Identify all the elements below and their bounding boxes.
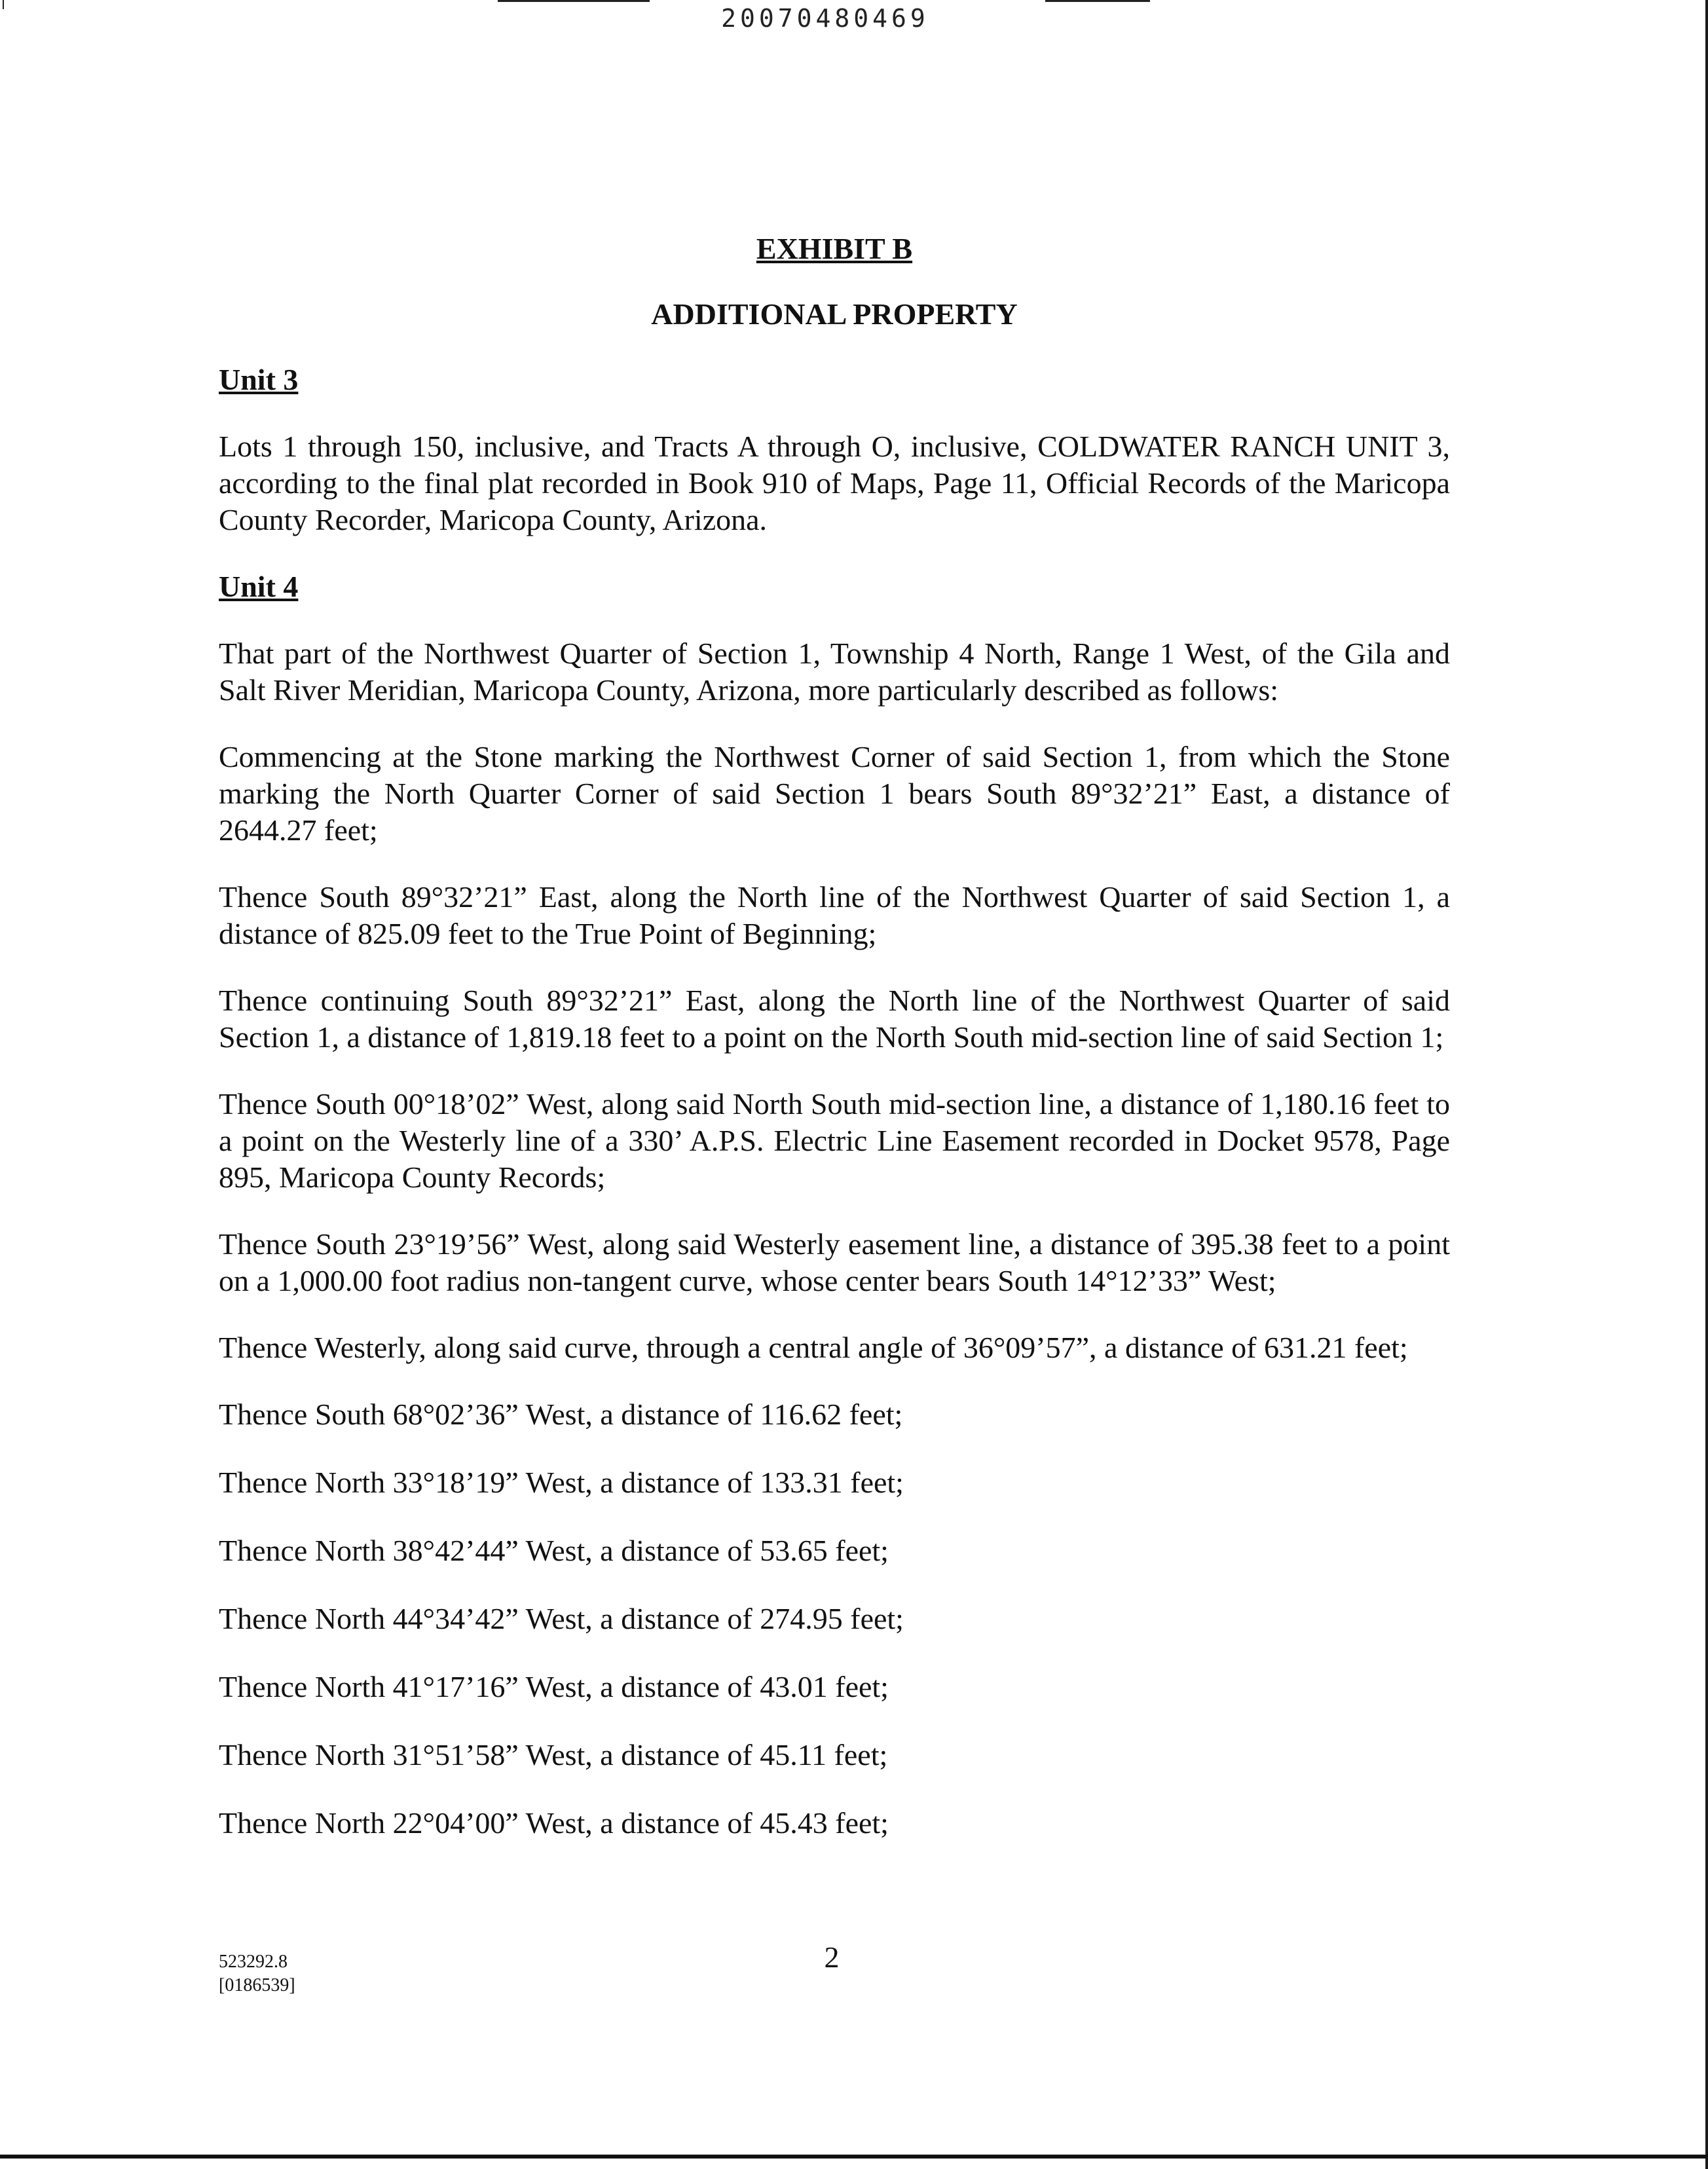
unit3-paragraph: Lots 1 through 150, inclusive, and Tracts A through O, inclusive, COLDWATER RANCH UNIT 3, according to the final plat recorded in Book 910 of Maps, Page 11, Official Records of the Maricopa County Recorder, Maricopa County, Arizona. [219,430,1450,536]
boundary-call: Thence continuing South 89°32’21” East, along the North line of the Northwest Quarter of said Section 1, a distance of 1,819.18 feet to a point on the North South mid-section line of said Section 1; [219,984,1450,1054]
commencing-call: Commencing at the Stone marking the Northwest Corner of said Section 1, from which the Stone marking the North Quarter Corner of said Section 1 bears South 89°32’21” East, a distance of 2644.27 feet; [219,740,1450,847]
document-number: 523292.8 [219,1952,288,1972]
exhibit-title: EXHIBIT B [756,232,913,265]
scan-rule [0,2155,1708,2159]
unit4-heading: Unit 4 [219,570,299,603]
page-number: 2 [824,1940,840,1974]
document-body [219,231,1450,1873]
boundary-call: Thence North 38°42’44” West, a distance of 53.65 feet; [219,1534,889,1567]
boundary-call: Thence South 68°02’36” West, a distance of 116.62 feet; [219,1398,903,1431]
boundary-call: Thence South 00°18’02” West, along said North South mid-section line, a distance of 1,180.16 feet to a point on the Westerly line of a 330’ A.P.S. Electric Line Easement recorded in Docket 9578, Page 895, Maricopa County Records; [219,1087,1450,1194]
scan-rule [1045,0,1150,2]
boundary-call: Thence North 41°17’16” West, a distance of 43.01 feet; [219,1670,889,1703]
recording-number: 20070480469 [721,4,929,33]
boundary-call: Thence North 44°34’42” West, a distance of 274.95 feet; [219,1602,904,1635]
legal-description-intro: That part of the Northwest Quarter of Section 1, Township 4 North, Range 1 West, of the Gila and Salt River Meridian, Maricopa County, Arizona, more particularly described as follows: [219,637,1450,707]
exhibit-subtitle: ADDITIONAL PROPERTY [651,297,1018,331]
scan-rule [498,0,650,2]
boundary-call: Thence North 31°51’58” West, a distance of 45.11 feet; [219,1738,888,1771]
boundary-call: Thence Westerly, along said curve, through a central angle of 36°09’57”, a distance of 631.21 feet; [219,1331,1408,1364]
boundary-call: Thence South 23°19’56” West, along said Westerly easement line, a distance of 395.38 feet to a point on a 1,000.00 foot radius non-tangent curve, whose center bears South 14°12’33” West; [219,1227,1450,1297]
boundary-call: Thence North 33°18’19” West, a distance of 133.31 feet; [219,1466,904,1499]
boundary-call: Thence North 22°04’00” West, a distance of 45.43 feet; [219,1806,889,1840]
client-number: [0186539] [219,1975,295,1995]
boundary-call: Thence South 89°32’21” East, along the North line of the Northwest Quarter of said Section 1, a distance of 825.09 feet to the True Point of Beginning; [219,880,1450,950]
unit3-heading: Unit 3 [219,363,299,396]
scan-edge [1705,0,1708,2169]
